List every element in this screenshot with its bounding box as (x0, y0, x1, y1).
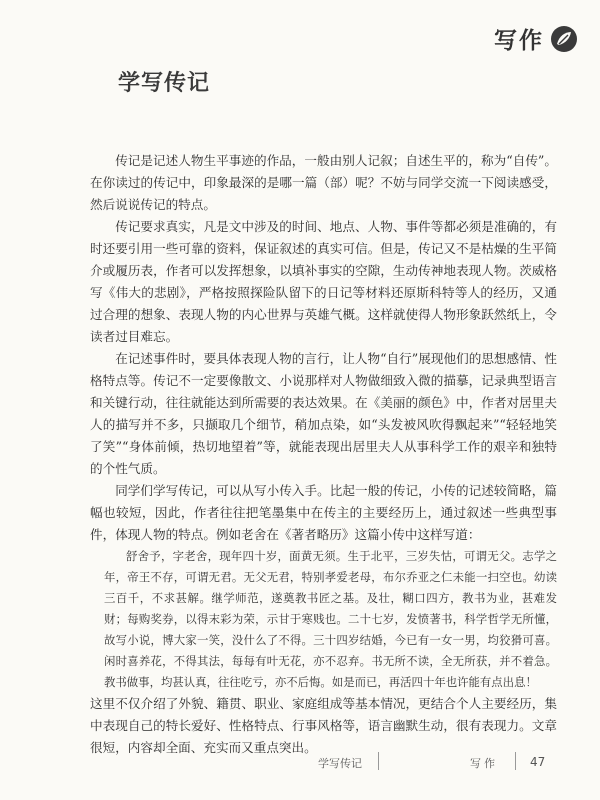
laoshe-quote: 舒舍予，字老舍，现年四十岁，面黄无须。生于北平，三岁失怙，可谓无父。志学之年，帝王不存，可谓无君。无父无君，特别孝爱老母，布尔乔亚之仁未能一扫空也。幼读三百千，不求甚解。继学师范，遂奠教书匠之基。及壮，糊口四方，教书为业，甚难发财；每购奖券，以得末彩为荣，示甘于寒贱也。二十七岁，发愤著书，科学哲学无所懂，故写小说，博大家一笑，没什么了不得。三十四岁结婚，今已有一女一男，均狡猾可喜。闲时喜养花，不得其法，每每有叶无花，亦不忍弃。书无所不读，全无所获，并不着急。教书做事，均甚认真，往往吃亏，亦不后悔。如是而已，再活四十年也许能有点出息！ (104, 549, 557, 689)
paragraph-short-bio: 同学们学写传记，可以从写小传入手。比起一般的传记，小传的记述较简略，篇幅也较短，因此，作者往往把笔墨集中在传主的主要经历上，通过叙述一些典型事件，体现人物的特点。例如老舍在《著者略历》这篇小传中这样写道： (90, 483, 557, 542)
footer-section-label: 写作 (470, 757, 498, 770)
paragraph-authenticity: 传记要求真实，凡是文中涉及的时间、地点、人物、事件等都必须是准确的，有时还要引用一些可靠的资料，保证叙述的真实可信。但是，传记又不是枯燥的生平简介或履历表，作者可以发挥想象，以填补事实的空隙，生动传神地表现人物。茨威格写《伟大的悲剧》，严格按照探险队留下的日记等材料还原斯科特等人的经历，又通过合理的想象、表现人物的内心世界与英雄气概。这样就使得人物形象跃然纸上，令读者过目难忘。 (90, 219, 557, 344)
section-header (494, 22, 578, 55)
article-body (90, 150, 557, 759)
paragraph-closing: 这里不仅介绍了外貌、籍贯、职业、家庭组成等基本情况，更结合个人主要经历，集中表现自己的特长爱好、性格特点、行事风格等，语言幽默生动，很有表现力。文章很短，内容却全面、充实而又重点突出。 (90, 696, 557, 755)
section-label: 写作 (494, 28, 544, 54)
paragraph-intro: 传记是记述人物生平事迹的作品，一般由别人记叙；自述生平的，称为“自传”。在你读过的传记中，印象最深的是哪一篇（部）呢？不妨与同学交流一下阅读感受，然后说说传记的特点。 (90, 153, 557, 212)
footer-divider (515, 752, 516, 770)
pen-leaf-icon (550, 25, 578, 53)
lesson-title: 学写传记 (118, 71, 211, 96)
page-footer (0, 752, 600, 776)
footer-divider (378, 752, 379, 770)
page-number: 47 (530, 755, 546, 769)
paragraph-events: 在记述事件时，要具体表现人物的言行，让人物“自行”展现他们的思想感情、性格特点等。传记不一定要像散文、小说那样对人物做细致入微的描摹，记录典型语言和关键行动，往往就能达到所需要的表达效果。在《美丽的颜色》中，作者对居里夫人的描写并不多，只撷取几个细节，稍加点染，如“头发被风吹得飘起来”“轻轻地笑了笑”“身体前倾，热切地望着”等，就能表现出居里夫人从事科学工作的艰辛和独特的个性气质。 (90, 351, 557, 476)
footer-lesson-title: 学写传记 (318, 757, 362, 770)
